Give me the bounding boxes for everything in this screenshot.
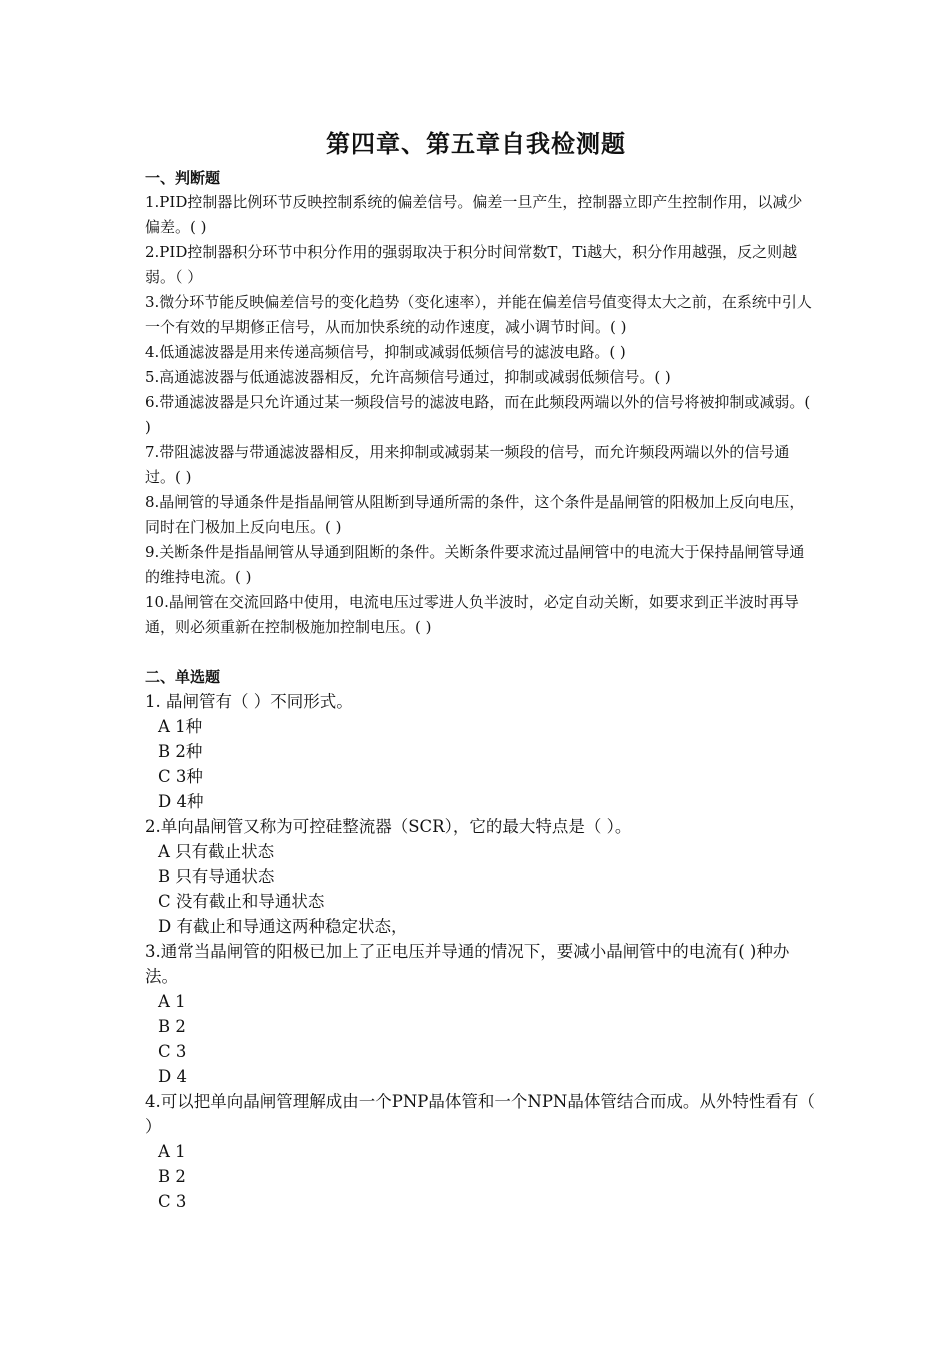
question-block (145, 814, 815, 939)
question-block (145, 689, 815, 814)
option-item: B 只有导通状态 (158, 867, 275, 886)
list-item: 10.晶闸管在交流回路中使用，电流电压过零进人负半波时，必定自动关断，如要求到正半波时再导通，则必须重新在控制极施加控制电压。( ) (145, 593, 799, 636)
option-item: A 1种 (158, 717, 203, 736)
list-item: 2.PID控制器积分环节中积分作用的强弱取决于积分时间常数T，Ti越大，积分作用越强，反之则越弱。（ ） (145, 243, 798, 286)
option-item: D 4 (158, 1067, 187, 1086)
option-item: B 2 (158, 1017, 186, 1036)
option-item: D 有截止和导通这两种稳定状态， (158, 917, 408, 936)
question-text: 1. 晶闸管有（ ）不同形式。 (145, 692, 353, 711)
option-item: B 2种 (158, 742, 203, 761)
option-item: A 只有截止状态 (158, 842, 275, 861)
option-item: B 2 (158, 1167, 186, 1186)
question-block (145, 939, 815, 1089)
document-body (145, 166, 815, 1214)
option-item: C 3 (158, 1192, 187, 1211)
list-item: 5.高通滤波器与低通滤波器相反，允许高频信号通过，抑制或减弱低频信号。( ) (145, 368, 671, 386)
option-item: D 4种 (158, 792, 204, 811)
list-item: 7.带阻滤波器与带通滤波器相反，用来抑制或减弱某一频段的信号，而允许频段两端以外的信号通过。( ) (145, 443, 790, 486)
page-title: 第四章、第五章自我检测题 (326, 130, 626, 158)
option-item: A 1 (158, 992, 186, 1011)
list-item: 6.带通滤波器是只允许通过某一频段信号的滤波电路，而在此频段两端以外的信号将被抑制或减弱。( ) (145, 393, 811, 436)
section-heading-single-choice: 二、单选题 (145, 668, 221, 686)
list-item: 3.微分环节能反映偏差信号的变化趋势（变化速率），并能在偏差信号值变得太大之前，在系统中引人一个有效的早期修正信号，从而加快系统的动作速度，减小调节时间。( ) (145, 293, 812, 336)
question-text: 2.单向晶闸管又称为可控硅整流器（SCR），它的最大特点是（ ）。 (145, 817, 632, 836)
question-text: 3.通常当晶闸管的阳极已加上了正电压并导通的情况下，要减小晶闸管中的电流有( )种办法。 (145, 942, 790, 986)
list-item: 1.PID控制器比例环节反映控制系统的偏差信号。偏差一旦产生，控制器立即产生控制作用，以减少偏差。( ) (145, 193, 803, 236)
list-item: 4.低通滤波器是用来传递高频信号，抑制或减弱低频信号的滤波电路。( ) (145, 343, 626, 361)
spacer (145, 640, 815, 665)
question-block (145, 1089, 815, 1214)
section-heading-true-false: 一、判断题 (145, 169, 221, 187)
list-item: 8.晶闸管的导通条件是指晶闸管从阻断到导通所需的条件，这个条件是晶闸管的阳极加上反向电压，同时在门极加上反向电压。( ) (145, 493, 805, 536)
option-item: C 3种 (158, 767, 203, 786)
question-text: 4.可以把单向晶闸管理解成由一个PNP晶体管和一个NPN晶体管结合而成。从外特性看有（ ） (145, 1092, 815, 1136)
true-false-list (145, 190, 815, 640)
option-item: C 3 (158, 1042, 187, 1061)
list-item: 9.关断条件是指晶闸管从导通到阻断的条件。关断条件要求流过晶闸管中的电流大于保持晶闸管导通的维持电流。( ) (145, 543, 805, 586)
option-item: C 没有截止和导通状态 (158, 892, 325, 911)
option-item: A 1 (158, 1142, 186, 1161)
